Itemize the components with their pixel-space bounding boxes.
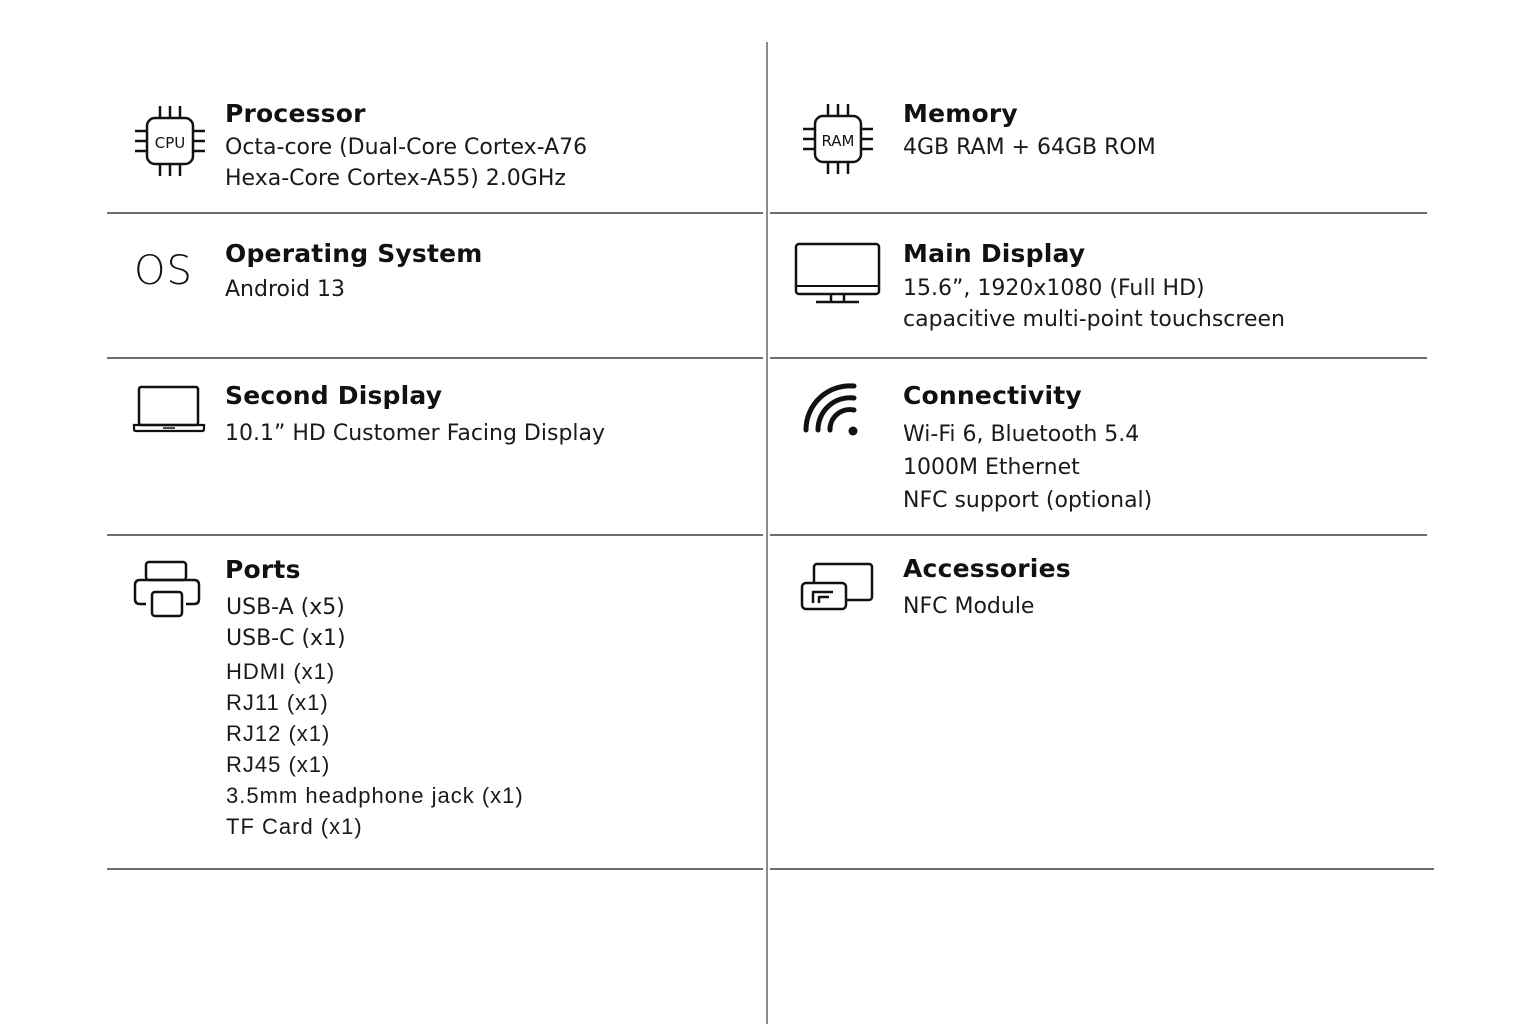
connectivity-line: 1000M Ethernet [903, 455, 1080, 480]
port-line: HDMI (x1) [226, 659, 336, 684]
second-display-title: Second Display [225, 381, 443, 410]
main-display-details [903, 273, 1285, 335]
port-line: USB-A (x5) [226, 595, 345, 620]
ram-icon-label: RAM [821, 132, 855, 150]
main-display-line: 15.6”, 1920x1080 (Full HD) [903, 276, 1205, 301]
ports-title: Ports [225, 555, 301, 584]
wifi-icon [800, 382, 864, 440]
os-details [225, 274, 345, 305]
monitor-icon [794, 242, 882, 306]
row-divider-3-right [770, 534, 1427, 536]
laptop-icon [132, 385, 206, 435]
accessories-details [903, 591, 1034, 622]
main-display-title: Main Display [903, 239, 1086, 268]
memory-title: Memory [903, 99, 1018, 128]
cpu-chip-icon [132, 104, 208, 178]
row-divider-2-left [107, 357, 763, 359]
port-line: TF Card (x1) [226, 814, 363, 839]
processor-line: Hexa-Core Cortex-A55) 2.0GHz [225, 166, 566, 191]
processor-line: Octa-core (Dual-Core Cortex-A76 [225, 135, 588, 160]
row-divider-4-left [107, 868, 763, 870]
accessories-title: Accessories [903, 554, 1071, 583]
row-divider-1-right [770, 212, 1427, 214]
second-display-line: 10.1” HD Customer Facing Display [225, 421, 606, 446]
ram-chip-icon [800, 102, 876, 176]
row-divider-2-right [770, 357, 1427, 359]
processor-details [225, 132, 587, 194]
os-text-icon [132, 244, 206, 290]
center-divider [766, 42, 768, 1024]
os-icon-label: OS [134, 248, 193, 290]
port-line: RJ45 (x1) [226, 752, 331, 777]
memory-details [903, 132, 1156, 163]
connectivity-details [903, 419, 1152, 518]
cpu-icon-label: CPU [154, 134, 186, 152]
second-display-details [225, 418, 605, 449]
nfc-module-icon [800, 561, 876, 613]
processor-title: Processor [225, 99, 366, 128]
printer-icon [132, 560, 202, 620]
ports-details [226, 592, 524, 842]
os-title: Operating System [225, 239, 483, 268]
connectivity-title: Connectivity [903, 381, 1082, 410]
row-divider-3-left [107, 534, 763, 536]
row-divider-1-left [107, 212, 763, 214]
memory-line: 4GB RAM + 64GB ROM [903, 135, 1156, 160]
main-display-line: capacitive multi-point touchscreen [903, 307, 1285, 332]
connectivity-line: Wi-Fi 6, Bluetooth 5.4 [903, 422, 1140, 447]
connectivity-line: NFC support (optional) [903, 488, 1153, 513]
port-line: 3.5mm headphone jack (x1) [226, 783, 524, 808]
port-line: RJ12 (x1) [226, 721, 331, 746]
port-line: USB-C (x1) [226, 626, 346, 651]
port-line: RJ11 (x1) [226, 690, 329, 715]
os-line: Android 13 [225, 277, 346, 302]
row-divider-4-right [770, 868, 1434, 870]
accessories-line: NFC Module [903, 594, 1035, 619]
